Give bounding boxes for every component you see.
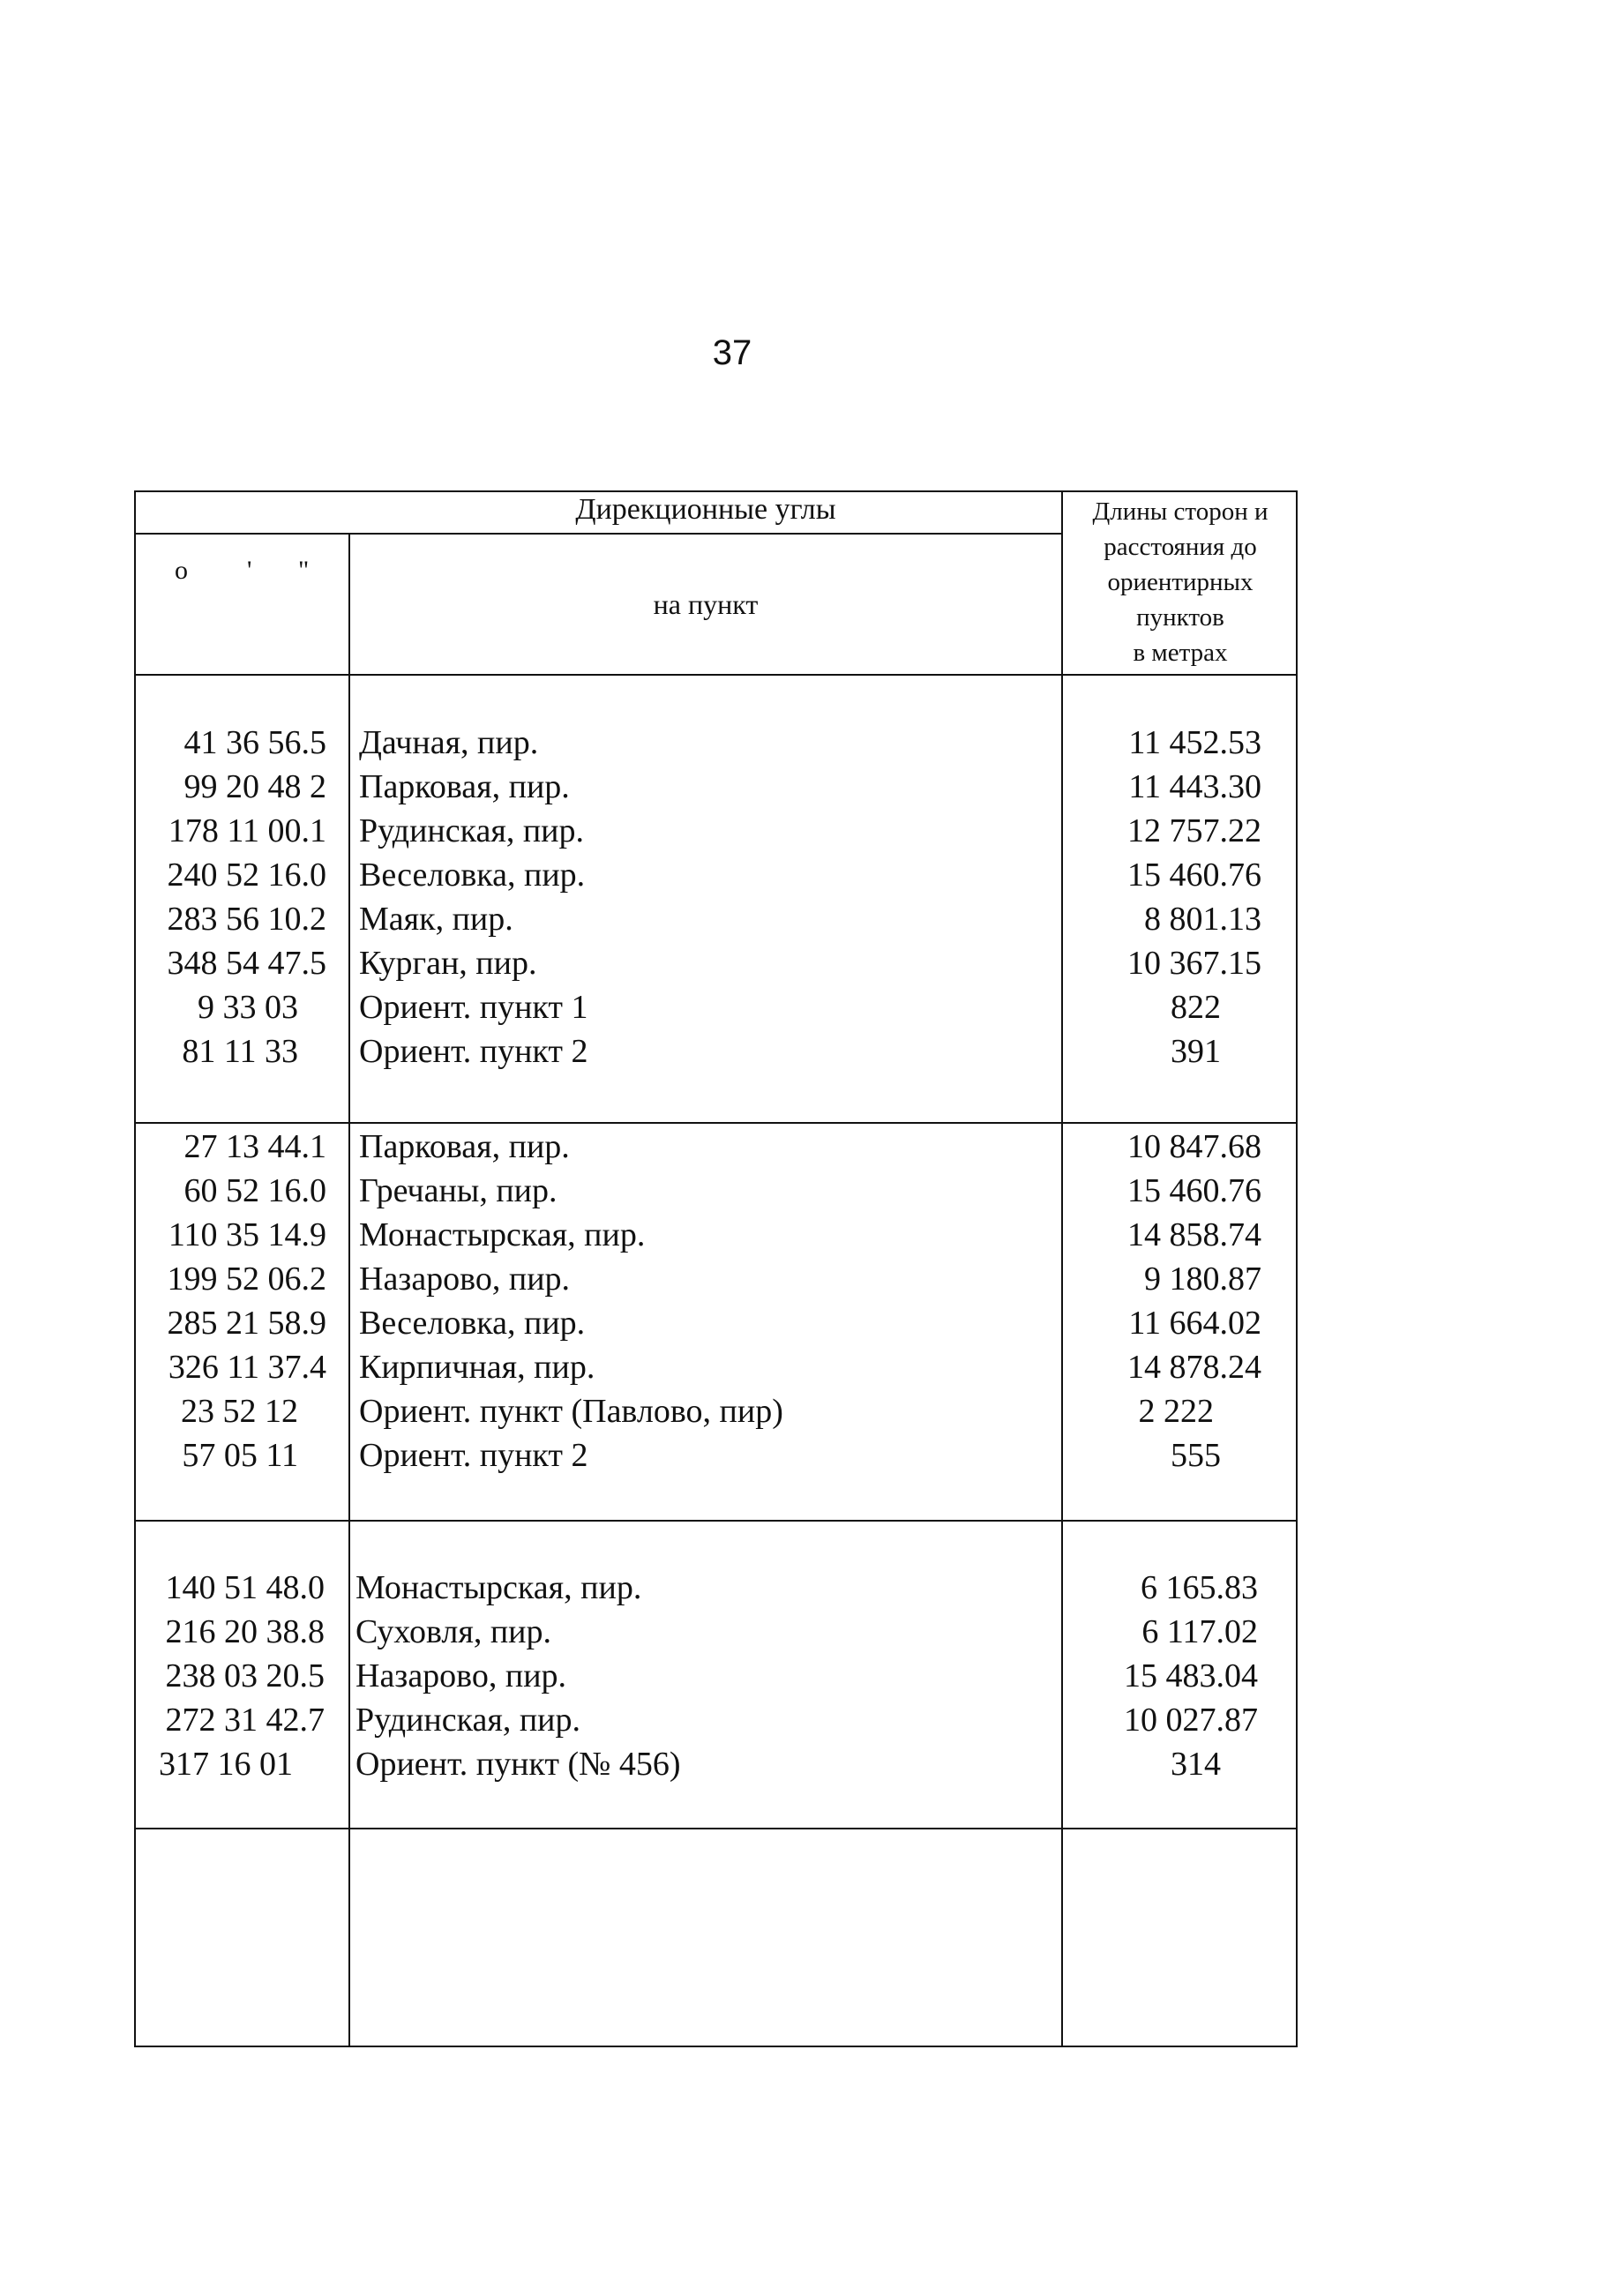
row-point-name: Монастырская, пир. <box>355 1569 642 1606</box>
row-angle: 140 51 48.0 <box>165 1569 325 1606</box>
row-point-name: Ориент. пункт 1 <box>359 989 588 1026</box>
row-angle: 240 52 16.0 <box>167 856 326 894</box>
row-point-name: Дачная, пир. <box>359 724 539 761</box>
row-angle: 317 16 01 <box>159 1746 293 1783</box>
row-distance: 14 858.74 <box>1127 1216 1261 1253</box>
header-subrule <box>134 533 1063 535</box>
row-angle: 60 52 16.0 <box>183 1172 326 1209</box>
row-distance: 6 117.02 <box>1141 1613 1258 1650</box>
row-point-name: Парковая, пир. <box>359 768 570 805</box>
row-angle: 110 35 14.9 <box>168 1216 326 1253</box>
row-distance: 15 460.76 <box>1127 856 1261 894</box>
row-distance: 10 847.68 <box>1127 1128 1261 1165</box>
row-distance: 391 <box>1171 1033 1221 1070</box>
row-point-name: Маяк, пир. <box>359 901 513 938</box>
degree-symbol: o <box>175 556 188 585</box>
row-distance: 9 180.87 <box>1144 1260 1261 1298</box>
row-angle: 238 03 20.5 <box>165 1657 325 1694</box>
row-distance: 11 452.53 <box>1128 724 1261 761</box>
group-divider-3 <box>134 1828 1298 1829</box>
header-distance-line: ориентирных <box>1107 568 1254 596</box>
row-point-name: Веселовка, пир. <box>359 856 586 894</box>
row-point-name: Монастырская, пир. <box>359 1216 646 1253</box>
row-distance: 12 757.22 <box>1127 812 1261 849</box>
row-distance: 314 <box>1171 1746 1221 1783</box>
row-distance: 8 801.13 <box>1144 901 1261 938</box>
row-distance: 10 367.15 <box>1127 945 1261 982</box>
row-angle: 283 56 10.2 <box>167 901 326 938</box>
row-angle: 285 21 58.9 <box>167 1305 326 1342</box>
row-angle: 326 11 37.4 <box>168 1349 326 1386</box>
header-target-point: на пункт <box>653 588 759 620</box>
row-distance: 6 165.83 <box>1141 1569 1258 1606</box>
row-angle: 81 11 33 <box>182 1033 298 1070</box>
row-distance: 14 878.24 <box>1127 1349 1261 1386</box>
row-angle: 9 33 03 <box>198 989 298 1026</box>
row-angle: 23 52 12 <box>181 1393 298 1430</box>
row-point-name: Гречаны, пир. <box>359 1172 558 1209</box>
row-point-name: Назарово, пир. <box>355 1657 567 1694</box>
header-distance-line: Длины сторон и <box>1092 497 1269 526</box>
row-point-name: Суховля, пир. <box>355 1613 552 1650</box>
column-divider-angle <box>348 533 350 2047</box>
header-group-title: Дирекционные углы <box>575 493 836 526</box>
row-distance: 10 027.87 <box>1124 1702 1258 1739</box>
row-point-name: Рудинская, пир. <box>355 1702 581 1739</box>
second-symbol: " <box>298 556 310 585</box>
row-angle: 348 54 47.5 <box>167 945 326 982</box>
row-point-name: Назарово, пир. <box>359 1260 571 1298</box>
row-point-name: Веселовка, пир. <box>359 1305 586 1342</box>
row-angle: 199 52 06.2 <box>167 1260 326 1298</box>
row-angle: 27 13 44.1 <box>183 1128 326 1165</box>
row-point-name: Кирпичная, пир. <box>359 1349 595 1386</box>
header-bottom-rule <box>134 674 1298 676</box>
row-point-name: Ориент. пункт 2 <box>359 1033 588 1070</box>
header-distance-line: расстояния до <box>1104 533 1257 561</box>
row-distance: 822 <box>1171 989 1221 1026</box>
header-distance-line: в метрах <box>1133 639 1228 667</box>
row-distance: 11 664.02 <box>1128 1305 1261 1342</box>
row-angle: 272 31 42.7 <box>165 1702 325 1739</box>
row-distance: 15 460.76 <box>1127 1172 1261 1209</box>
row-angle: 178 11 00.1 <box>168 812 326 849</box>
group-divider-1 <box>134 1122 1298 1124</box>
row-angle: 41 36 56.5 <box>183 724 326 761</box>
row-distance: 2 222 <box>1138 1393 1214 1430</box>
row-angle: 57 05 11 <box>182 1437 298 1474</box>
row-point-name: Ориент. пункт (№ 456) <box>355 1746 681 1783</box>
row-point-name: Курган, пир. <box>359 945 537 982</box>
row-point-name: Парковая, пир. <box>359 1128 570 1165</box>
row-distance: 555 <box>1171 1437 1221 1474</box>
header-distance-line: пунктов <box>1136 603 1224 632</box>
group-divider-2 <box>134 1520 1298 1522</box>
row-distance: 11 443.30 <box>1128 768 1261 805</box>
row-point-name: Ориент. пункт (Павлово, пир) <box>359 1393 783 1430</box>
row-point-name: Ориент. пункт 2 <box>359 1437 588 1474</box>
page-number: 37 <box>712 333 752 372</box>
minute-symbol: ' <box>247 556 252 585</box>
row-angle: 99 20 48 2 <box>183 768 326 805</box>
row-point-name: Рудинская, пир. <box>359 812 585 849</box>
row-angle: 216 20 38.8 <box>165 1613 325 1650</box>
row-distance: 15 483.04 <box>1124 1657 1258 1694</box>
